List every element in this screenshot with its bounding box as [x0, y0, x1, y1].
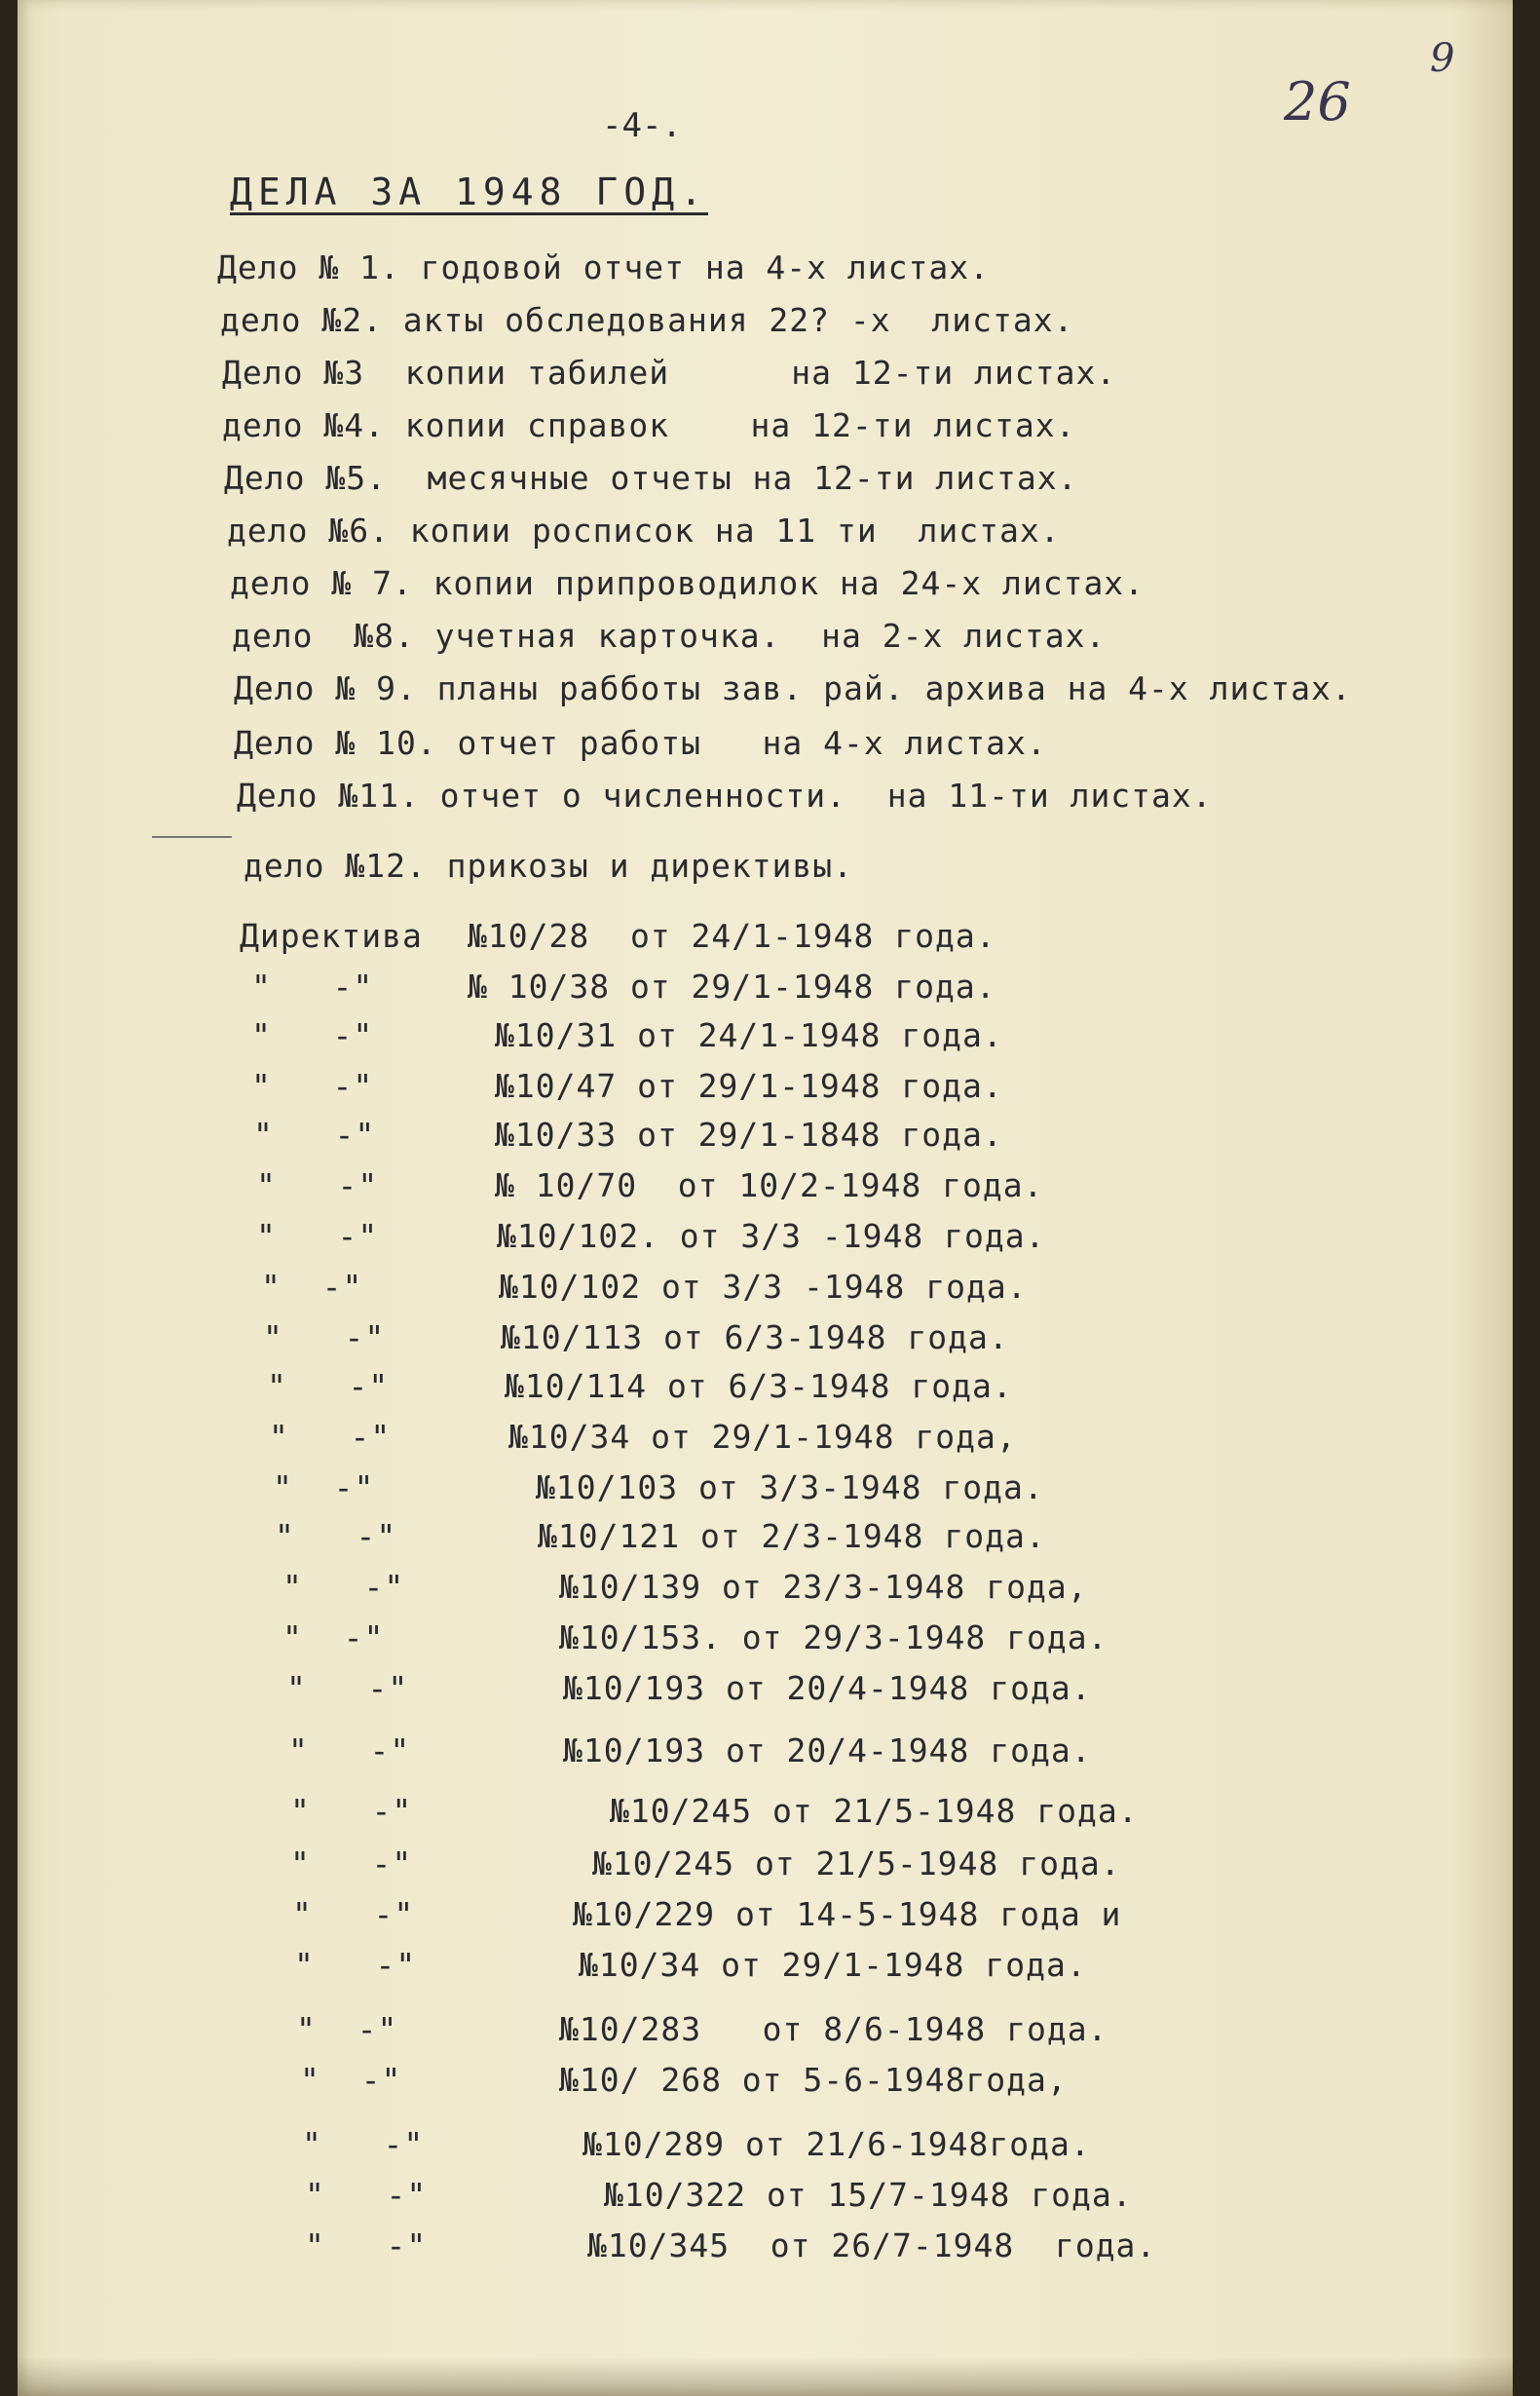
directive-ditto-mark: " -" [261, 1268, 363, 1306]
directive-ditto-mark: " -" [251, 1016, 374, 1054]
directive-ditto-mark: " -" [256, 1166, 379, 1204]
directive-entry: №10/ 268 от 5-6-1948года, [559, 2061, 1068, 2099]
directive-ditto-mark: " -" [290, 1845, 413, 1883]
case-entry: дело № 7. копии припроводилок на 24-х листах. [230, 564, 1146, 602]
directive-ditto-mark: " -" [251, 968, 374, 1006]
directive-ditto-mark: " -" [273, 1468, 375, 1506]
directive-entry: №10/103 от 3/3-1948 года. [536, 1468, 1044, 1506]
directive-entry: №10/193 от 20/4-1948 года. [563, 1669, 1092, 1707]
directive-ditto-mark: " -" [282, 1618, 385, 1656]
directive-ditto-mark: " -" [286, 1669, 409, 1707]
directive-entry: №10/113 от 6/3-1948 года. [501, 1318, 1009, 1356]
directive-entry: № 10/70 от 10/2-1948 года. [495, 1166, 1044, 1204]
directive-entry: №10/345 от 26/7-1948 года. [587, 2226, 1157, 2264]
directive-entry: №10/31 от 24/1-1948 года. [495, 1016, 1003, 1054]
case-entry: Дело № 10. отчет работы на 4-х листах. [234, 724, 1047, 762]
case-entry: дело №4. копии справок на 12-ти листах. [222, 406, 1076, 444]
directive-ditto-mark: " -" [292, 1895, 415, 1933]
margin-pencil-mark [152, 836, 232, 838]
directive-entry: №10/34 от 29/1-1948 года. [579, 1946, 1087, 1984]
directive-entry: №10/114 от 6/3-1948 года. [505, 1367, 1013, 1405]
directive-entry: №10/47 от 29/1-1948 года. [495, 1067, 1003, 1105]
directive-ditto-mark: " -" [294, 1946, 417, 1984]
case-entry: дело №6. копии росписок на 11 ти листах. [227, 512, 1061, 550]
directive-ditto-mark: " -" [288, 1731, 411, 1769]
directive-entry: №10/33 от 29/1-1848 года. [495, 1116, 1003, 1154]
directive-ditto-mark: " -" [290, 1792, 413, 1830]
directive-entry: №10/28 от 24/1-1948 года. [468, 917, 996, 955]
directive-entry: №10/289 от 21/6-1948года. [582, 2125, 1091, 2163]
case-entry: дело №8. учетная карточка. на 2-х листах. [232, 617, 1107, 655]
case-entry: дело №2. акты обследования 22? -х листах. [220, 301, 1074, 339]
directive-entry: №10/193 от 20/4-1948 года. [563, 1731, 1092, 1769]
directive-entry: №10/245 от 21/5-1948 года. [610, 1792, 1139, 1830]
directive-ditto-mark: " -" [253, 1116, 376, 1154]
case-entry: Дело №11. отчет о численности. на 11-ти листах. [237, 777, 1213, 815]
case-entry: Дело №3 копии табилей на 12-ти листах. [222, 354, 1117, 392]
handwritten-corner-mark: 9 [1430, 36, 1455, 81]
directive-entry: №10/102 от 3/3 -1948 года. [499, 1268, 1028, 1306]
directive-ditto-mark: " -" [305, 2176, 428, 2214]
case-entry: Дело № 9. планы рабботы зав. рай. архива на 4-х листах. [234, 669, 1352, 707]
directive-ditto-mark: " -" [305, 2226, 428, 2264]
directive-entry: №10/153. от 29/3-1948 года. [559, 1618, 1108, 1656]
directive-entry: № 10/38 от 29/1-1948 года. [468, 968, 996, 1006]
case-entry: Дело №5. месячные отчеты на 12-ти листах. [224, 459, 1078, 497]
directive-entry: №10/283 от 8/6-1948 года. [559, 2010, 1108, 2048]
handwritten-folio: 26 [1284, 71, 1351, 133]
directive-ditto-mark: " -" [300, 2061, 402, 2099]
directive-entry: №10/229 от 14-5-1948 года и [573, 1895, 1122, 1933]
case-entry: Дело № 1. годовой отчет на 4-х листах. [217, 248, 990, 286]
directive-ditto-mark: " -" [267, 1367, 390, 1405]
page-number: -4-. [602, 106, 682, 145]
directive-ditto-mark: " -" [269, 1418, 392, 1456]
directive-entry: №10/102. от 3/3 -1948 года. [497, 1217, 1046, 1255]
directive-entry: №10/139 от 23/3-1948 года, [559, 1568, 1088, 1606]
document-page [18, 0, 1513, 2396]
directive-ditto-mark: " -" [263, 1318, 386, 1356]
directive-entry: №10/121 от 2/3-1948 года. [538, 1517, 1046, 1555]
directive-ditto-mark: " -" [296, 2010, 398, 2048]
case-entry: дело №12. прикозы и директивы. [244, 847, 854, 885]
directive-entry: №10/322 от 15/7-1948 года. [604, 2176, 1133, 2214]
directive-ditto-mark: " -" [275, 1517, 397, 1555]
directive-ditto-mark: " -" [282, 1568, 405, 1606]
directive-ditto-mark: Директива [240, 917, 423, 955]
directive-ditto-mark: " -" [256, 1217, 379, 1255]
page-title: ДЕЛА ЗА 1948 ГОД. [230, 171, 708, 213]
directive-entry: №10/34 от 29/1-1948 года, [508, 1418, 1017, 1456]
directive-entry: №10/245 от 21/5-1948 года. [592, 1845, 1121, 1883]
directive-ditto-mark: " -" [251, 1067, 374, 1105]
directive-ditto-mark: " -" [302, 2125, 425, 2163]
